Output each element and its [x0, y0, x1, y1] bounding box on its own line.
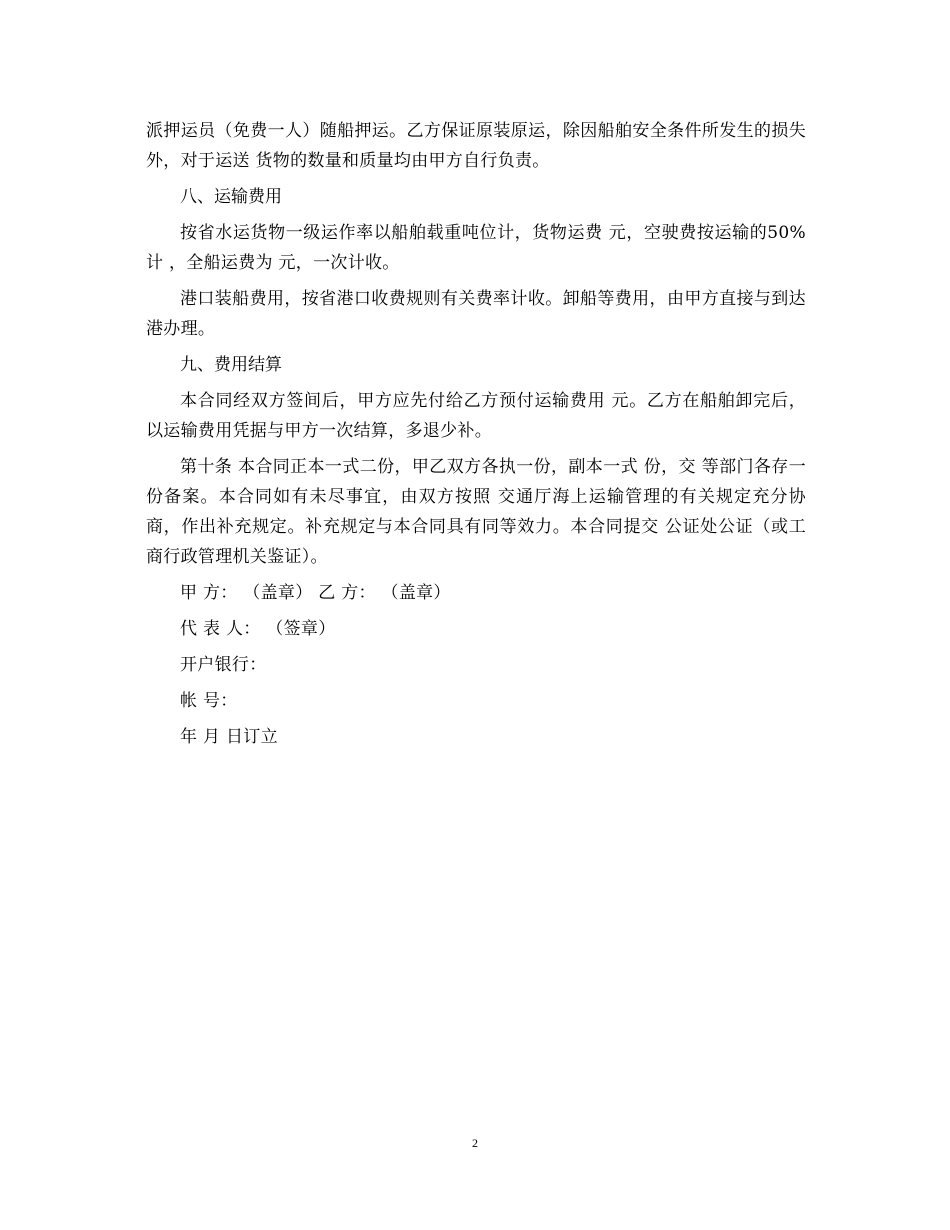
signature-parties-line: 甲 方： （盖章） 乙 方： （盖章） [180, 583, 451, 603]
paragraph-escort-clause: 派押运员（免费一人）随船押运。乙方保证原装原运，除因船舶安全条件所发生的损失外，对于运送 货物的数量和质量均由甲方自行负责。 [146, 121, 806, 171]
paragraph-article-ten: 第十条 本合同正本一式二份，甲乙双方各执一份，副本一式 份，交 等部门各存一份备案。本合同如有未尽事宜，由双方按照 交通厅海上运输管理的有关规定充分协商，作出补充规定。补充规定与本合同具有同等效力。本合同提交 公证处公证（或工商行政管理机关鉴证）。 [146, 457, 806, 567]
section-heading-transport-fees: 八、运输费用 [180, 187, 282, 207]
signature-representative-line: 代 表 人： （签章） [180, 619, 336, 639]
signature-account-line: 帐 号： [180, 691, 238, 711]
signature-bank-line: 开户银行： [180, 655, 267, 675]
paragraph-freight-rate: 按省水运货物一级运作率以船舶载重吨位计，货物运费 元，空驶费按运输的50%计 ，全船运费为 元，一次计收。 [146, 223, 806, 273]
paragraph-prepayment: 本合同经双方签间后，甲方应先付给乙方预付运输费用 元。乙方在船舶卸完后，以运输费用凭据与甲方一次结算，多退少补。 [146, 391, 806, 441]
page-number: 2 [472, 1136, 478, 1150]
document-body [146, 116, 806, 758]
paragraph-port-fees: 港口装船费用，按省港口收费规则有关费率计收。卸船等费用，由甲方直接与到达港办理。 [146, 289, 806, 339]
section-heading-fee-settlement: 九、费用结算 [180, 355, 282, 375]
signature-date-line: 年 月 日订立 [180, 727, 278, 747]
